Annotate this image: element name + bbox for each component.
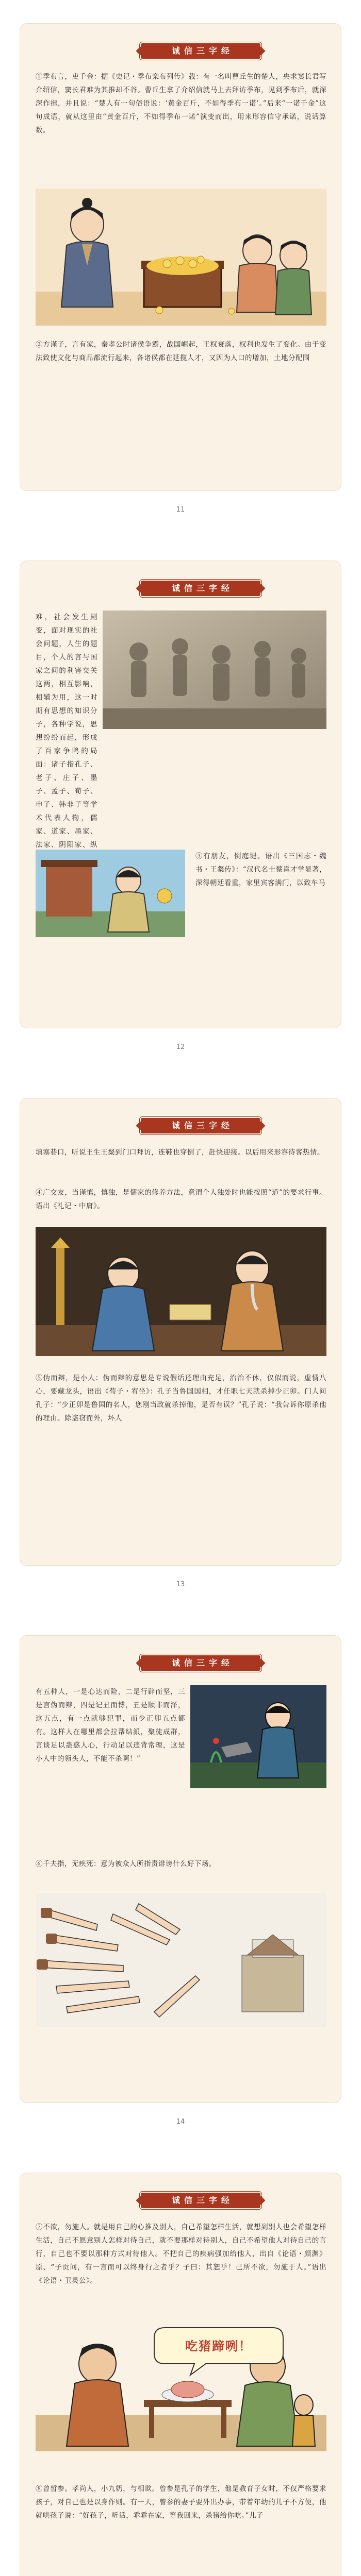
page-card (20, 23, 341, 491)
illustration-friend-greeting (36, 850, 185, 937)
illustration-ji-bu-gold (36, 189, 326, 326)
banner-title: 诚信三字经 (141, 581, 260, 596)
text-block (36, 1685, 185, 1766)
illustration-zeng-shen-pig (36, 2317, 326, 2451)
paragraph: ②方谨子，言有家，秦孝公时诸侯争霸，战国崛起，王权衰落，权利也发生了变化。由于变法致使文化与商品都流行起来，各诸侯都在延揽人才，又因为人口的增加，土地分配围 (36, 341, 326, 362)
banner-title: 诚信三字经 (141, 1655, 260, 1671)
page-card (20, 561, 341, 1028)
page-number: 12 (176, 1043, 185, 1051)
banner-title: 诚信三字经 (141, 1118, 260, 1133)
illustration-pointing-fingers (36, 1893, 326, 2027)
paragraph: ⑥千夫指，无疾死：意为被众人所指责诽谤什么好下场。 (36, 1860, 216, 1868)
page-11 (0, 0, 361, 537)
paragraph: ①季布言，吏千金：据《史记・季布栾布列传》载：有一名叫曹丘生的楚人，央求窦长君写介绍信，窦长君难为其推却不谷。曹丘生拿了介绍信就马上去拜访季布，见到季布后，就深深作揖，并且说：“楚人有一句俗语说：‘黄金百斤，不如得季布一诺’。”后来“一诺千金”这句成语，就从这里由“黄金百斤，不如得季布一诺”演变而出，用来形容信守承诺，说话算数。 (36, 73, 326, 134)
page-number: 13 (176, 1581, 185, 1588)
paragraph: ⑤伪而辩，是小人：伪而辩的意思是专说假话还理由充足，治治不休，仅似而说，虚情八心，要藏龙头，语出《荀子・宥坐》：孔子当鲁国国相，才任职七天就杀掉少正卯。门人问孔子：“少正卯是鲁国的名人，您刚当政就杀掉他，是否有误？”孔子说：“我告诉你原杀他的理由。除盗窃而外，坏人 (36, 1374, 326, 1422)
page-14 (0, 1612, 361, 2149)
banner-title: 诚信三字经 (141, 2193, 260, 2208)
text-block (36, 2221, 326, 2287)
paragraph: ⑦不欲，勿施人。就是用自己的心推及别人，自己希望怎样生活，就想到别人也会希望怎样生活，自己不愿意别人怎样对待自己，就不要那样对待别人，自己不希望他人对待自己的言行，自己也不要以那种方式对待他人。不把自己的疾病强加给他人，出自《论语・颜渊》原、“子贡问，有一言而可以终身行之者乎？子曰：其恕乎！己所不欲，勿施于人。”语出《论语・卫灵公》。 (36, 2223, 326, 2285)
page-number: 14 (176, 2118, 185, 2126)
paragraph: 难，社会发生剧变，面对现实的社会问题，人生的题目，个人的言与国家之间的利害交关这两，相互影响，相辅为用，这一时期有思想的知识分子，各种学说，思想纷纷而起，形成了百家争鸣的局面：诸子指孔子、老子、庄子、墨子、孟子、荀子、申子、韩非子等学术代表人物，儒家、道家、墨家、法家、阴阳家、纵 (36, 613, 97, 849)
paragraph: ⑧曾皙参。孝尚人，小九奶，与相欺。曾参是孔子的学生，他是教育子女时，不仅严格要求孩子，对自己也是以身作则。有一天，曾参的妻子要外出办事，带着年幼的儿子不方便，他就哄孩子说：“好孩子，听话，乖乖在家，等我回来，杀猪给你吃。”儿子 (36, 2485, 326, 2520)
illustration-scholars-scroll (36, 1227, 326, 1356)
text-block (36, 1186, 326, 1213)
page-15 (0, 2149, 361, 2576)
speech-bubble-text: 吃猪蹄咧！ (185, 2339, 252, 2353)
paragraph: ④广交友，当谨慎，慎独，是儒家的修养方法，意谓个人独处时也能按照“道”的要求行事。语出《礼记・中庸》。 (36, 1189, 326, 1210)
text-block (36, 1146, 326, 1159)
page-number: 11 (176, 506, 185, 514)
page-13 (0, 1075, 361, 1612)
paragraph: 填塞巷口，听说王生王粲到门口拜访，连鞋也穿倒了，赶快迎接。以后用来形容待客热情。 (36, 1148, 324, 1157)
illustration-watering-plant (190, 1685, 326, 1788)
banner-title: 诚信三字经 (141, 43, 260, 59)
paragraph: ③有朋友，倒庭堤。语出《三国志・魏书・王粲传》：“汉代名士蔡邕才学显著，深得朝廷看重，家里宾客满门，以致车马 (195, 852, 326, 887)
paragraph: 有五种人，一是心达而险，二是行辟而坚，三是言伪而辩，四是记丑而博，五是顺非而泽，这五点，有一点就够犯罪，而少正卯五点都有。这样人在哪里都会拉帮结派，聚徒成群，言谈足以蛊惑人心，行动足以违背常理，这是小人中的领头人，不能不杀啊！” (36, 1688, 185, 1763)
text-block (36, 338, 326, 365)
page-12 (0, 537, 361, 1075)
page-card (20, 1635, 341, 2103)
text-block (36, 70, 326, 137)
page-card (20, 2173, 341, 2576)
text-block (195, 850, 326, 890)
text-block (36, 611, 326, 849)
text-block (36, 2482, 326, 2522)
text-block (36, 1857, 326, 1871)
text-block (36, 1371, 326, 1425)
page-card (20, 1098, 341, 1566)
